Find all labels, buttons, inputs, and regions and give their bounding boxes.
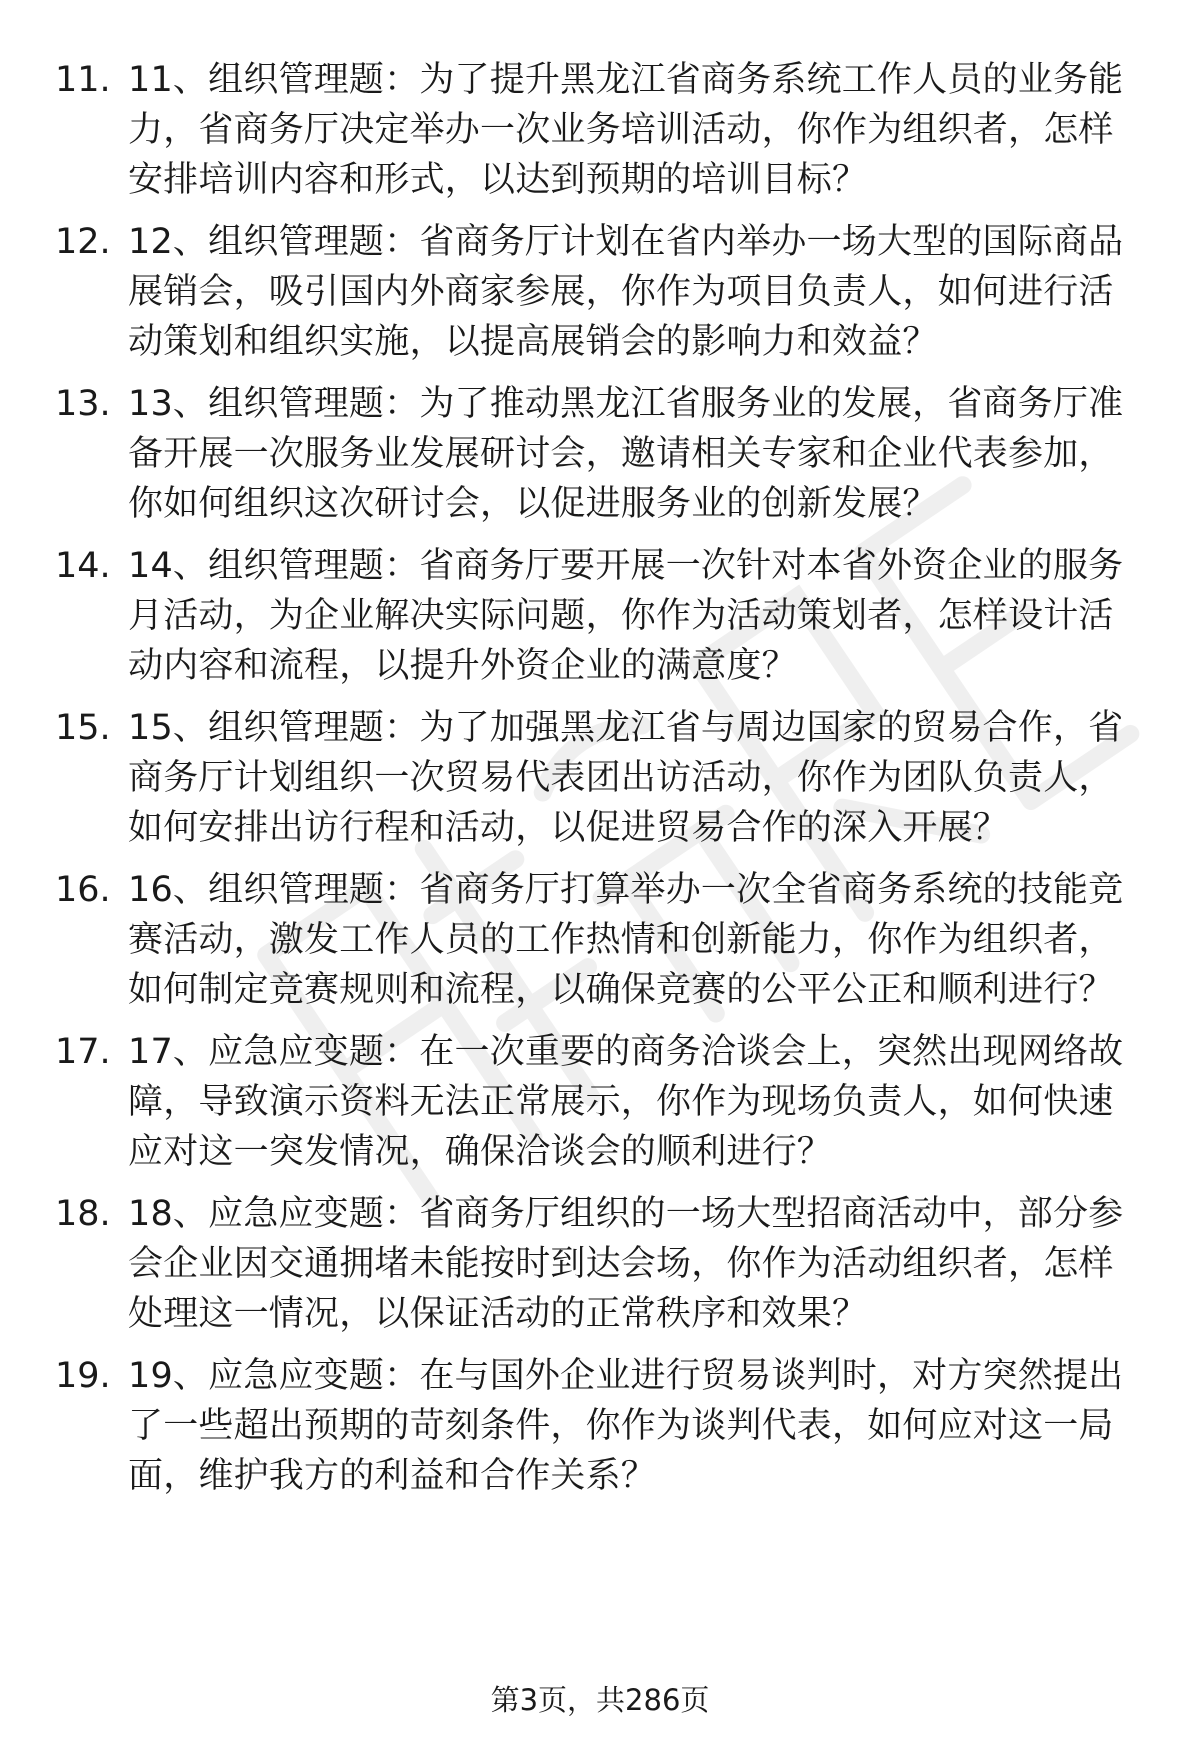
- question-text: 14、组织管理题：省商务厅要开展一次针对本省外资企业的服务 月活动，为企业解决实际问题，你作为活动策划者，怎样设计活 动内容和流程，以提升外资企业的满意度？: [128, 546, 1124, 686]
- question-number: 14.: [55, 546, 111, 586]
- question-number: 17.: [55, 1032, 111, 1072]
- question-item: [0, 1027, 1200, 1177]
- question-text: 19、应急应变题：在与国外企业进行贸易谈判时，对方突然提出 了一些超出预期的苛刻条件，你作为谈判代表，如何应对这一局 面，维护我方的利益和合作关系？: [128, 1356, 1124, 1496]
- question-item: [0, 1351, 1200, 1501]
- question-number: 11.: [55, 60, 111, 100]
- question-item: [0, 55, 1200, 205]
- question-item: [0, 379, 1200, 529]
- question-number: 18.: [55, 1194, 111, 1234]
- question-text: 16、组织管理题：省商务厅打算举办一次全省商务系统的技能竞 赛活动，激发工作人员的工作热情和创新能力，你作为组织者， 如何制定竞赛规则和流程，以确保竞赛的公平公正和顺利进行？: [128, 870, 1124, 1010]
- question-text: 18、应急应变题：省商务厅组织的一场大型招商活动中，部分参 会企业因交通拥堵未能按时到达会场，你作为活动组织者，怎样 处理这一情况，以保证活动的正常秩序和效果？: [128, 1194, 1124, 1334]
- question-item: [0, 217, 1200, 367]
- question-number: 19.: [55, 1356, 111, 1396]
- question-text: 11、组织管理题：为了提升黑龙江省商务系统工作人员的业务能 力，省商务厅决定举办一次业务培训活动，你作为组织者，怎样 安排培训内容和形式，以达到预期的培训目标？: [128, 60, 1124, 200]
- question-item: [0, 541, 1200, 691]
- question-item: [0, 865, 1200, 1015]
- question-number: 16.: [55, 870, 111, 910]
- question-number: 13.: [55, 384, 111, 424]
- page-number-footer: 第3页，共286页: [490, 1683, 710, 1717]
- question-item: [0, 703, 1200, 853]
- question-number: 12.: [55, 222, 111, 262]
- question-text: 12、组织管理题：省商务厅计划在省内举办一场大型的国际商品 展销会，吸引国内外商家参展，你作为项目负责人，如何进行活 动策划和组织实施，以提高展销会的影响力和效益？: [128, 222, 1124, 362]
- question-number: 15.: [55, 708, 111, 748]
- question-text: 17、应急应变题：在一次重要的商务洽谈会上，突然出现网络故 障，导致演示资料无法正常展示，你作为现场负责人，如何快速 应对这一突发情况，确保洽谈会的顺利进行？: [128, 1032, 1124, 1172]
- question-text: 13、组织管理题：为了推动黑龙江省服务业的发展，省商务厅准 备开展一次服务业发展研讨会，邀请相关专家和企业代表参加， 你如何组织这次研讨会，以促进服务业的创新发展？: [128, 384, 1124, 524]
- question-text: 15、组织管理题：为了加强黑龙江省与周边国家的贸易合作，省 商务厅计划组织一次贸易代表团出访活动，你作为团队负责人， 如何安排出访行程和活动，以促进贸易合作的深入开展？: [128, 708, 1124, 848]
- question-item: [0, 1189, 1200, 1339]
